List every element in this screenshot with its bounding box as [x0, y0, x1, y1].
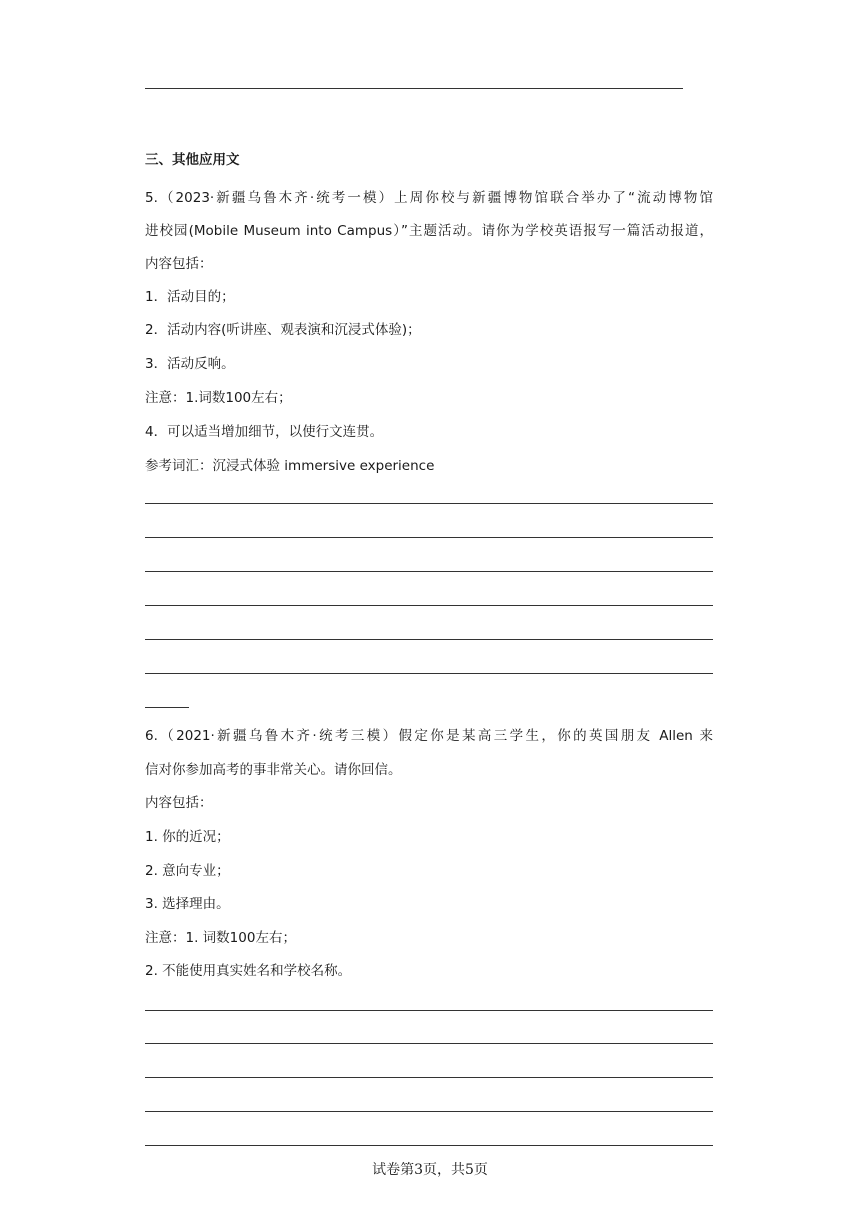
answer-line — [145, 503, 713, 504]
answer-line — [145, 88, 683, 89]
q6-note: 注意：1. 词数100左右； — [145, 930, 296, 946]
q6-item-4: 2. 不能使用真实姓名和学校名称。 — [145, 963, 352, 979]
q6-prompt-line2: 信对你参加高考的事非常关心。请你回信。 — [145, 762, 402, 778]
q5-item-2: 2．活动内容(听讲座、观表演和沉浸式体验)； — [145, 322, 421, 338]
q5-item-1: 1．活动目的； — [145, 289, 235, 305]
page-footer: 试卷第3页，共5页 — [372, 1162, 488, 1178]
q5-vocab: 参考词汇：沉浸式体验 immersive experience — [145, 458, 435, 474]
answer-line — [145, 1145, 713, 1146]
answer-line — [145, 707, 189, 708]
q6-item-3: 3. 选择理由。 — [145, 896, 230, 912]
answer-line — [145, 673, 713, 674]
answer-line — [145, 639, 713, 640]
q5-content-label: 内容包括： — [145, 256, 213, 272]
answer-line — [145, 537, 713, 538]
section-title: 三、其他应用文 — [145, 152, 240, 168]
q5-prompt-line1: 5.（2023·新疆乌鲁木齐·统考一模）上周你校与新疆博物馆联合举办了“流动博物馆 — [145, 190, 713, 206]
q5-note: 注意：1.词数100左右； — [145, 390, 292, 406]
q6-content-label: 内容包括： — [145, 795, 213, 811]
answer-line — [145, 571, 713, 572]
q6-item-2: 2. 意向专业； — [145, 863, 230, 879]
q5-prompt-line2: 进校园(Mobile Museum into Campus）”主题活动。请你为学校英语报写一篇活动报道， — [145, 223, 713, 239]
answer-line — [145, 1043, 713, 1044]
answer-line — [145, 1111, 713, 1112]
q5-item-4: 4．可以适当增加细节，以使行文连贯。 — [145, 424, 384, 440]
answer-line — [145, 605, 713, 606]
q6-prompt-line1: 6.（2021·新疆乌鲁木齐·统考三模）假定你是某高三学生，你的英国朋友 Allen 来 — [145, 728, 713, 744]
answer-line — [145, 1010, 713, 1011]
q6-item-1: 1. 你的近况； — [145, 829, 230, 845]
answer-line — [145, 1077, 713, 1078]
q5-item-3: 3．活动反响。 — [145, 356, 235, 372]
